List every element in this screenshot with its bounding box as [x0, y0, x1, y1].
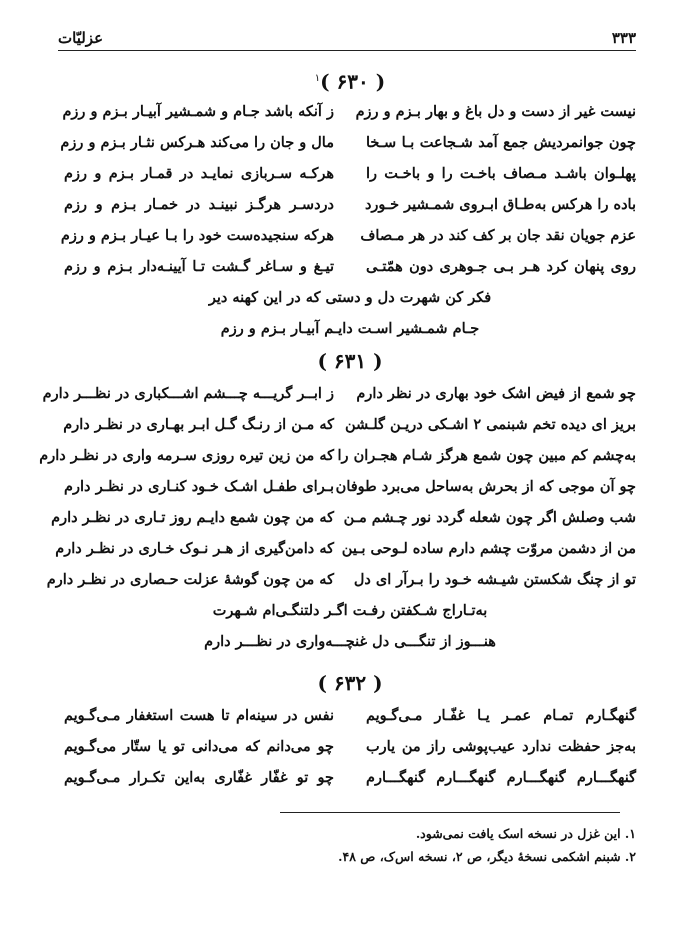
- poem-title: [64, 62, 636, 96]
- footnote-divider: [280, 812, 620, 813]
- footnotes: [338, 822, 636, 868]
- hemistich-right: شب وصلش اگر چون شعله گردد نور چـشم مـن: [343, 509, 636, 526]
- hemistich-left: که من زین تیره روزی سـرمه واری در نظـر دارم: [39, 447, 334, 464]
- footnote-mark: ۱: [314, 73, 321, 84]
- hemistich-right: نیست غیر از دست و دل باغ و بهار بـزم و رزم: [355, 103, 636, 120]
- page-number: ۳۳۳: [611, 29, 636, 47]
- couplet: [39, 440, 636, 471]
- couplet: [64, 96, 636, 127]
- hemistich-right: باده را هرکس به‌طـاق ابـروی شمـشیر خـورد: [364, 196, 636, 213]
- hemistich-left: بـرای طفـل اشـک خـود کنـاری در نظـر دارم: [64, 478, 334, 495]
- couplet: [55, 533, 636, 564]
- hemistich-right: تو از چنگ شکستن شیـشه خـود را بـرآر ای دل: [353, 571, 636, 588]
- hemistich-left: ز آنکه باشد جـام و شمـشیر آبیـار بـزم و رزم: [62, 103, 334, 120]
- hemistich-right: گنهگـــارم گنهگـــارم گنهگـــارم گنهگـــارم: [366, 769, 636, 786]
- couplet: [46, 564, 636, 595]
- hemistich-right: عزم جویان نقد جان بر کف کند در هر مـصاف: [360, 227, 636, 244]
- couplet: [64, 158, 636, 189]
- hemistich-right: چو شمع از فیض اشک خود بهاری در نظر دارم: [356, 385, 636, 402]
- poem-631: [39, 344, 636, 657]
- poem-number: ( ۶۳۲ ): [317, 671, 383, 695]
- hemistich-right: من از دشمن مروّت چشم دارم ساده لـوحی بـین: [341, 540, 636, 557]
- couplet: [42, 378, 636, 409]
- poem-630: [60, 62, 636, 344]
- couplet: [64, 700, 636, 731]
- hemistich-left: هرکه سنجیده‌ست خود را بـا عیـار بـزم و رزم: [60, 227, 334, 244]
- hemistich-left: که مـن از رنـگ گـل ابـر بهـاری در نظـر دارم: [63, 416, 334, 433]
- poem-number: ( ۶۳۰ ): [320, 69, 386, 94]
- hemistich-left: که من چون گوشهٔ عزلت حـصاری در نظـر دارم: [46, 571, 334, 588]
- hemistich-right: چون جوانمردیش جمع آمد شـجاعت بـا سـخا: [366, 134, 636, 151]
- closing-hemistich: به‌تـاراج شـکفتن رفـت اگـر دلتنگـی‌ام شـهرت: [212, 602, 488, 619]
- poem-title: [64, 666, 636, 700]
- hemistich-left: چو تو غفّار غفّاری به‌این تکـرار مـی‌گـویم: [64, 769, 334, 786]
- couplet: [64, 471, 636, 502]
- couplet: [64, 731, 636, 762]
- hemistich-right: پهلـوان باشـد مـصاف باخـت را و باخـت را: [366, 165, 636, 182]
- hemistich-right: به‌چشم کم مبین چون شمع هرگز شـام هجـران را: [337, 447, 636, 464]
- hemistich-left: ز ابــر گریـــه چـــشم اشـــکباری در نظـــر دارم: [42, 385, 334, 402]
- couplet: [64, 762, 636, 793]
- hemistich-right: چو آن موجی که از بحرش به‌ساحل می‌برد طوفان: [335, 478, 636, 495]
- hemistich-left: که دامن‌گیری از هـر نـوک خـاری در نظـر دارم: [55, 540, 334, 557]
- hemistich-left: مال و جان را می‌کند هـرکس نثـار بـزم و رزم: [60, 134, 334, 151]
- closing-hemistich: جـام شمـشیر اسـت دایـم آبیـار بـزم و رزم: [220, 320, 480, 337]
- hemistich-left: نفس در سینه‌ام تا هست استغفار مـی‌گـویم: [64, 707, 334, 724]
- closing-hemistich: فکر کن شهرت دل و دستی که در این کهنه دیر: [208, 289, 492, 306]
- hemistich-left: هرکـه سـربازی نمایـد در قمـار بـزم و رزم: [64, 165, 334, 182]
- couplet: [64, 189, 636, 220]
- couplet: [60, 220, 636, 251]
- hemistich-left: که من چون شمع دایـم روز تـاری در نظـر دارم: [51, 509, 334, 526]
- footnote-1: ۱. این غزل در نسخه اسک یافت نمی‌شود.: [415, 826, 636, 841]
- hemistich-left: دردسـر هرگـز نبینـد در خمـار بـزم و رزم: [64, 196, 334, 213]
- hemistich-right: گنهگـارم تمـام عمـر یـا غفّـار مـی‌گـویم: [366, 707, 636, 724]
- hemistich-left: چو می‌دانم که می‌دانی تو یا ستّار می‌گـویم: [64, 738, 334, 755]
- poem-number: ( ۶۳۱ ): [317, 349, 383, 373]
- couplet: [64, 409, 636, 440]
- couplet: [51, 502, 636, 533]
- couplet: [64, 251, 636, 282]
- closing-hemistich: هنـــوز از تنگـــی دل غنچـــه‌واری در نظـــر دارم: [204, 633, 496, 650]
- section-title: عزلیّات: [58, 29, 104, 47]
- page-header: [58, 26, 636, 51]
- poem-632: [64, 666, 636, 793]
- couplet: [60, 127, 636, 158]
- hemistich-right: به‌جز حفظت ندارد عیب‌پوشی راز من یارب: [366, 738, 636, 755]
- hemistich-right: روی پنهان کرد هـر بـی جـوهری دون همّتـی: [366, 258, 636, 275]
- poem-title: [64, 344, 636, 378]
- footnote-2: ۲. شبنم اشکمی نسخهٔ دیگر، ص ۲، نسخه اس‌ک، ص ۴۸.: [338, 849, 636, 864]
- hemistich-left: تیـغ و سـاغر گـشت تـا آیینـه‌دار بـزم و رزم: [64, 258, 334, 275]
- hemistich-right: بریز ای دیده تخم شبنمی ۲ اشـکی دریـن گلـشن: [345, 416, 636, 433]
